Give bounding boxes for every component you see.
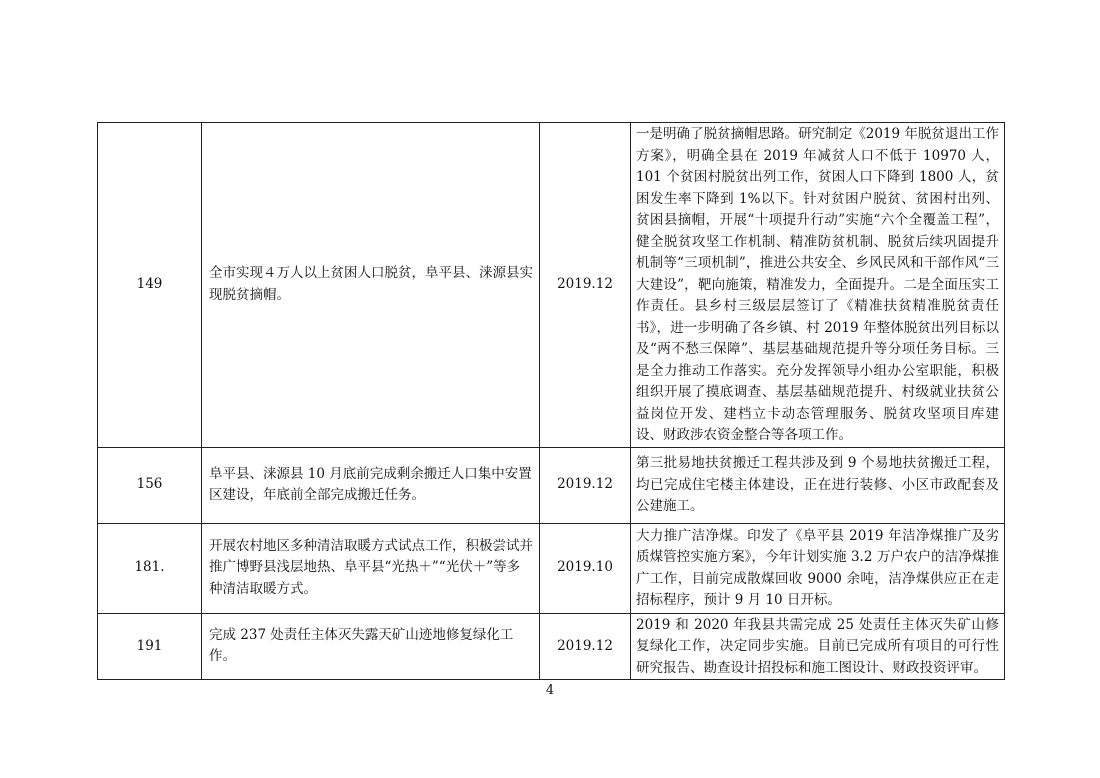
row-number: 181.: [98, 523, 202, 613]
table-row: [98, 447, 1005, 523]
deadline: 2019.10: [540, 523, 631, 613]
row-number: 191: [98, 613, 202, 680]
task-description: 全市实现４万人以上贫困人口脱贫，阜平县、涞源县实现脱贫摘帽。: [202, 123, 540, 448]
deadline: 2019.12: [540, 447, 631, 523]
table-row: [98, 523, 1005, 613]
page-number: 4: [545, 683, 555, 698]
table-row: [98, 613, 1005, 680]
row-number: 149: [98, 123, 202, 448]
deadline: 2019.12: [540, 123, 631, 448]
progress-description: 第三批易地扶贫搬迁工程共涉及到 9 个易地扶贫搬迁工程，均已完成住宅楼主体建设，正在进行装修、小区市政配套及公建施工。: [631, 447, 1005, 523]
task-description: 阜平县、涞源县 10 月底前完成剩余搬迁人口集中安置区建设，年底前全部完成搬迁任务。: [202, 447, 540, 523]
task-description: 开展农村地区多种清洁取暖方式试点工作，积极尝试并推广博野县浅层地热、阜平县“光热＋”“光伏＋”等多种清洁取暖方式。: [202, 523, 540, 613]
table-row: [98, 123, 1005, 448]
progress-description: 一是明确了脱贫摘帽思路。研究制定《2019 年脱贫退出工作方案》，明确全县在 2019 年减贫人口不低于 10970 人，101 个贫困村脱贫出列工作，贫困人口下降到 1800 人，贫困发生率下降到 1%以下。针对贫困户脱贫、贫困村出列、贫困县摘帽，开展“十项提升行动”实施“六个全覆盖工程”，健全脱贫攻坚工作机制、精准防贫机制、脱贫后续巩固提升机制等“三项机制”，推进公共安全、乡风民风和干部作风“三大建设”，靶向施策，精准发力，全面提升。二是全面压实工作责任。县乡村三级层层签订了《精准扶贫精准脱贫责任书》，进一步明确了各乡镇、村 2019 年整体脱贫出列目标以及“两不愁三保障”、基层基础规范提升等分项任务目标。三是全力推动工作落实。充分发挥领导小组办公室职能，积极组织开展了摸底调查、基层基础规范提升、村级就业扶贫公益岗位开发、建档立卡动态管理服务、脱贫攻坚项目库建设、财政涉农资金整合等各项工作。: [631, 123, 1005, 448]
row-number: 156: [98, 447, 202, 523]
task-progress-table: [97, 122, 1005, 680]
progress-description: 大力推广洁净煤。印发了《阜平县 2019 年洁净煤推广及劣质煤管控实施方案》，今年计划实施 3.2 万户农户的洁净煤推广工作，目前完成散煤回收 9000 余吨，洁净煤供应正在走招标程序，预计 9 月 10 日开标。: [631, 523, 1005, 613]
progress-description: 2019 和 2020 年我县共需完成 25 处责任主体灭失矿山修复绿化工作，决定同步实施。目前已完成所有项目的可行性研究报告、勘查设计招投标和施工图设计、财政投资评审。: [631, 613, 1005, 680]
task-description: 完成 237 处责任主体灭失露天矿山迹地修复绿化工作。: [202, 613, 540, 680]
deadline: 2019.12: [540, 613, 631, 680]
